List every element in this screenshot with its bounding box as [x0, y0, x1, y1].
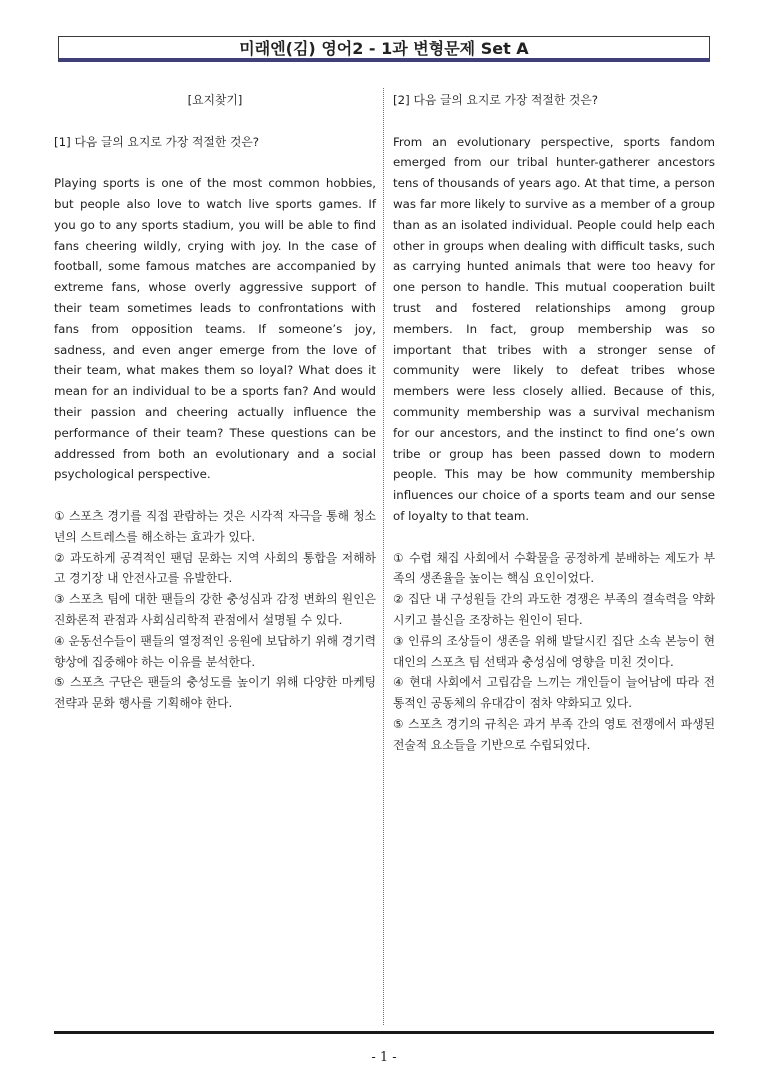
question-1-choice-2: ② 과도하게 공격적인 팬덤 문화는 지역 사회의 통합을 저해하고 경기장 내 안전사고를 유발한다.	[54, 550, 376, 586]
question-1-choice-4: ④ 운동선수들이 팬들의 열정적인 응원에 보답하기 위해 경기력 향상에 집중해야 하는 이유를 분석한다.	[54, 633, 376, 669]
question-1-prompt: [1] 다음 글의 요지로 가장 적절한 것은?	[54, 134, 260, 149]
question-2-choice-5: ⑤ 스포츠 경기의 규칙은 과거 부족 간의 영토 전쟁에서 파생된 전술적 요소들을 기반으로 수립되었다.	[393, 716, 715, 752]
right-column	[393, 90, 715, 756]
column-divider	[383, 88, 384, 1025]
question-2-passage: From an evolutionary perspective, sports fandom emerged from our tribal hunter-gatherer ancestors tens of thousands of years ago. At that time, a person was far more likely to survive as a member of a group than as an isolated individual. People could help each other in groups when dealing with difficult tasks, such as carrying hunted animals that were too heavy for one person to handle. This mutual cooperation built trust and fostered relationships among group members. In fact, group membership was so important that tribes with a stronger sense of community were likely to defeat tribes whose members were less closely allied. Because of this, community membership was a survival mechanism for our ancestors, and the instinct to find one’s own tribe or group has been passed down to modern people. This may be how community membership influences our choice of a sports team and our sense of loyalty to that team.	[393, 134, 715, 523]
question-1-choice-3: ③ 스포츠 팀에 대한 팬들의 강한 충성심과 감정 변화의 원인은 진화론적 관점과 사회심리학적 관점에서 설명될 수 있다.	[54, 592, 376, 627]
question-2-choice-2: ② 집단 내 구성원들 간의 과도한 경쟁은 부족의 결속력을 약화시키고 불신을 조장하는 원인이 된다.	[393, 592, 715, 627]
left-column	[54, 90, 376, 714]
footer-rule	[54, 1031, 714, 1034]
question-1-choice-5: ⑤ 스포츠 구단은 팬들의 충성도를 높이기 위해 다양한 마케팅 전략과 문화 행사를 기획해야 한다.	[54, 675, 376, 711]
page-title: 미래엔(김) 영어2 - 1과 변형문제 Set A	[58, 36, 710, 62]
question-1-passage: Playing sports is one of the most common hobbies, but people also love to watch live sports games. If you go to any sports stadium, you will be able to find fans cheering wildly, crying with joy. In the case of football, some famous matches are accompanied by extreme fans, whose overly aggressive support of their team sometimes leads to confrontations with fans from opposition teams. If someone’s joy, sadness, and even anger emerge from the love of their team, what makes them so loyal? What does it mean for an individual to be a sports fan? And would their passion and cheering actually influence the performance of their team? These questions can be addressed from both an evolutionary and a social psychological perspective.	[54, 176, 376, 482]
question-2-choice-4: ④ 현대 사회에서 고립감을 느끼는 개인들이 늘어남에 따라 전통적인 공동체의 유대감이 점차 약화되고 있다.	[393, 675, 715, 711]
question-2-choice-3: ③ 인류의 조상들이 생존을 위해 발달시킨 집단 소속 본능이 현대인의 스포츠 팀 선택과 충성심에 영향을 미친 것이다.	[393, 633, 715, 669]
question-1-choice-1: ① 스포츠 경기를 직접 관람하는 것은 시각적 자극을 통해 청소년의 스트레스를 해소하는 효과가 있다.	[54, 508, 376, 544]
question-2-choice-1: ① 수렵 채집 사회에서 수확물을 공정하게 분배하는 제도가 부족의 생존율을 높이는 핵심 요인이었다.	[393, 550, 715, 586]
section-label: [요지찾기]	[187, 93, 243, 107]
page-number: - 1 -	[371, 1050, 397, 1065]
question-2-prompt: [2] 다음 글의 요지로 가장 적절한 것은?	[393, 93, 599, 107]
